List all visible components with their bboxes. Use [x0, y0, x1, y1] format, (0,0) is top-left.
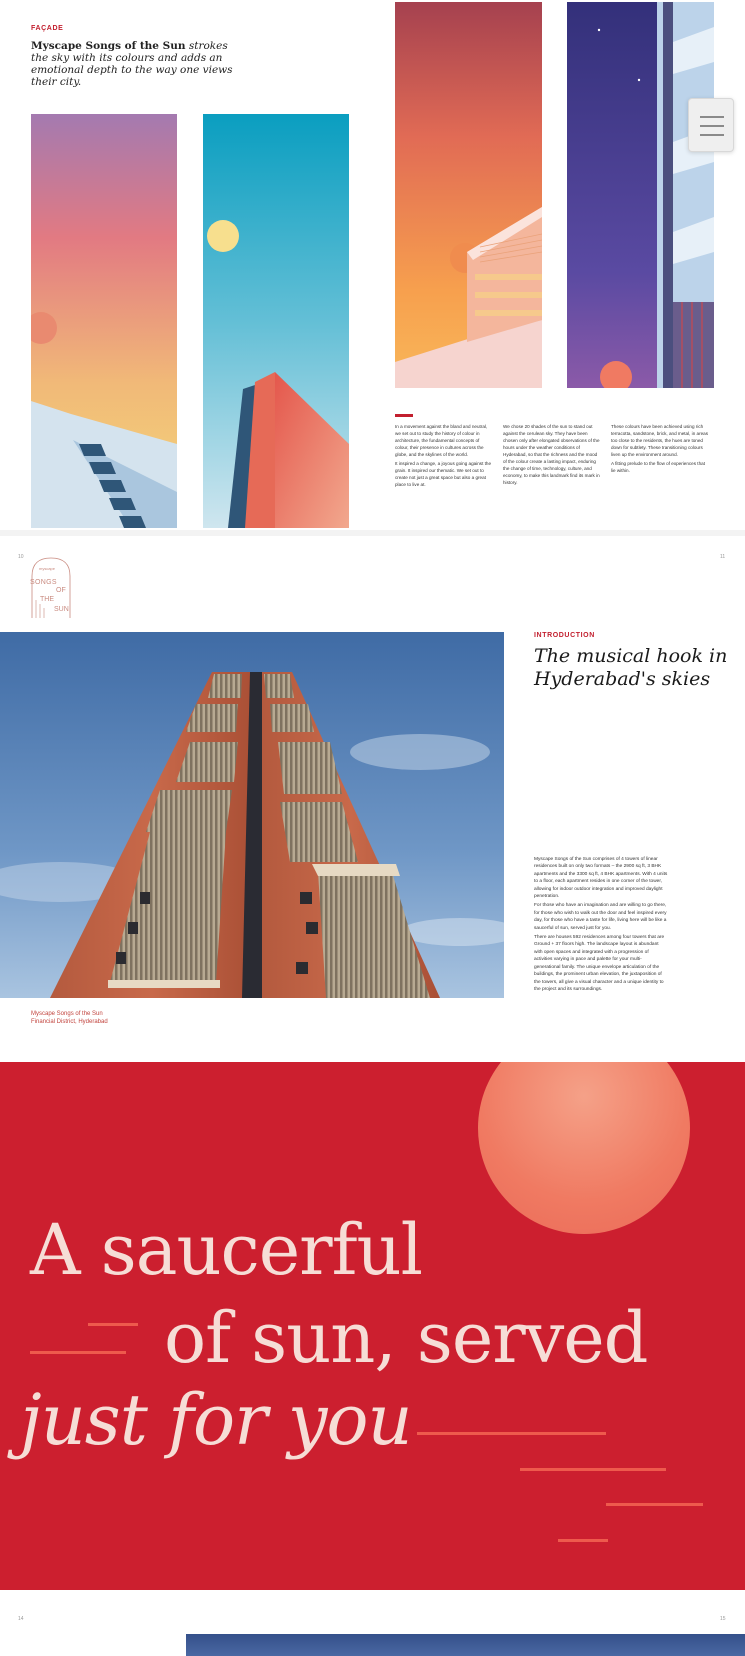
tower-photo-graphic [0, 632, 504, 998]
facade-lede [31, 40, 246, 88]
coral-building-graphic [395, 2, 542, 388]
facade-col1-para: It inspired a change, a joyous going against the grain. It inspired our thematic. We set out to create not just a great space but also a great place to live at. [395, 461, 492, 487]
facade-illustration-dusk-stairs [31, 114, 177, 528]
sun-ray-stroke [417, 1432, 606, 1435]
tower-photo [0, 632, 504, 998]
intro-title-line: Hyderabad's skies [534, 668, 711, 690]
facade-lede-bold: Myscape Songs of the Sun [31, 40, 186, 52]
facade-col2-para: We chose 20 shades of the sun to stand out against the cerulean sky. They have been chosen only after elongated observations of the hours under the weather conditions of Hyderabad, so that the richness and the mood of the colour create a lasting impact, enduring the change of time, technology, culture, and economy, to make this landmark find its mark in history. [503, 424, 600, 485]
intro-body [534, 856, 668, 995]
sun-circle [478, 1062, 690, 1234]
sun-ray-stroke [558, 1539, 608, 1542]
logo-brand: myscape [39, 566, 56, 571]
facade-illustration-night-balconies [567, 2, 714, 388]
hero-spread [0, 1062, 745, 1590]
sun-ray-stroke [30, 1351, 126, 1354]
facade-col3-para: A fitting prelude to the flow of experiences that lie within. [611, 461, 705, 473]
facade-illustration-teal-tower [203, 114, 349, 528]
facade-column-3 [611, 423, 710, 476]
intro-paragraph: Myscape Songs of the Sun comprises of 4 towers of linear residences built on only two formats – the 2900 sq ft, 3 BHK apartments and the 3300 sq ft, 4 BHK apartments. With 4 units to a floor, each apartment resides in one corner of the tower, allowing for indoor outdoor integration and improved daylight penetration. [534, 857, 668, 900]
songs-of-the-sun-logo [30, 556, 72, 618]
logo-word-sun: SUN [54, 606, 69, 613]
intro-title-line: The musical hook in [534, 645, 728, 667]
folio-left: 10 [18, 554, 24, 560]
hero-line-3: just for you [20, 1379, 412, 1461]
facade-column-2 [503, 423, 602, 488]
facade-lede-italic: strokes the sky with its colours and adds an emotional depth to the way one views their city. [31, 40, 233, 88]
folio-right: 11 [720, 554, 726, 560]
hamburger-line-icon [700, 125, 724, 127]
logo-word-the: THE [40, 596, 54, 603]
facade-column-1 [395, 423, 494, 490]
intro-eyebrow: INTRODUCTION [534, 632, 595, 639]
intro-paragraph: For those who have an imagination and are willing to go there, for those who wish to walk out the door and feel inspired every day, for those who have a taste for life, living here will be like a saucerful of sun, served just for you. [534, 903, 667, 931]
folio-left: 14 [18, 1616, 24, 1622]
photo-caption-line: Myscape Songs of the Sun [31, 1011, 103, 1017]
logo-word-songs: SONGS [30, 579, 57, 586]
intro-paragraph: There are houses 592 residences among four towers that are Ground + 37 floors high. The landscape layout is abundant with open spaces and integrated with a progression of activities varying in pace and palette for your multi-generational family. The unique envelope articulation of the buildings, the prominent urban elevation, the juxtaposition of the towers, all give a visual character and a unique identity to the project and its surroundings. [534, 935, 665, 992]
hamburger-line-icon [700, 116, 724, 118]
logo-word-of: OF [56, 587, 66, 594]
facade-col3-para: These colours have been achieved using rich terracotta, sandstone, brick, and metal, in areas too close to the residents, the hues are toned down for subtlety. These transitioning colours liven up the environment around. [611, 424, 709, 457]
sun-ray-stroke [520, 1468, 666, 1471]
facade-col1-para: In a movement against the bland and neutral, we set out to study the history of colour in architecture, the fundamental concepts of colour, their presence in cultures across the globe, and the skylines of the world. [395, 424, 488, 457]
hero-line-1: A saucerful [30, 1209, 423, 1291]
next-spread-photo [186, 1634, 745, 1656]
photo-caption-line: Financial District, Hyderabad [31, 1019, 108, 1025]
sun-ray-stroke [606, 1503, 703, 1506]
menu-button[interactable] [688, 98, 734, 152]
hero-line-2: of sun, served [164, 1297, 648, 1379]
folio-right: 15 [720, 1616, 726, 1622]
facade-eyebrow: FAÇADE [31, 25, 64, 32]
hamburger-line-icon [700, 134, 724, 136]
night-balconies-graphic [567, 2, 714, 388]
sun-ray-stroke [88, 1323, 138, 1326]
facade-accent-dash [395, 414, 413, 417]
intro-title [534, 645, 734, 691]
photo-caption [31, 1010, 108, 1026]
page-divider [0, 530, 745, 536]
teal-tower-graphic [203, 114, 349, 528]
facade-illustration-coral-building [395, 2, 542, 388]
dusk-stairs-graphic [31, 114, 177, 528]
